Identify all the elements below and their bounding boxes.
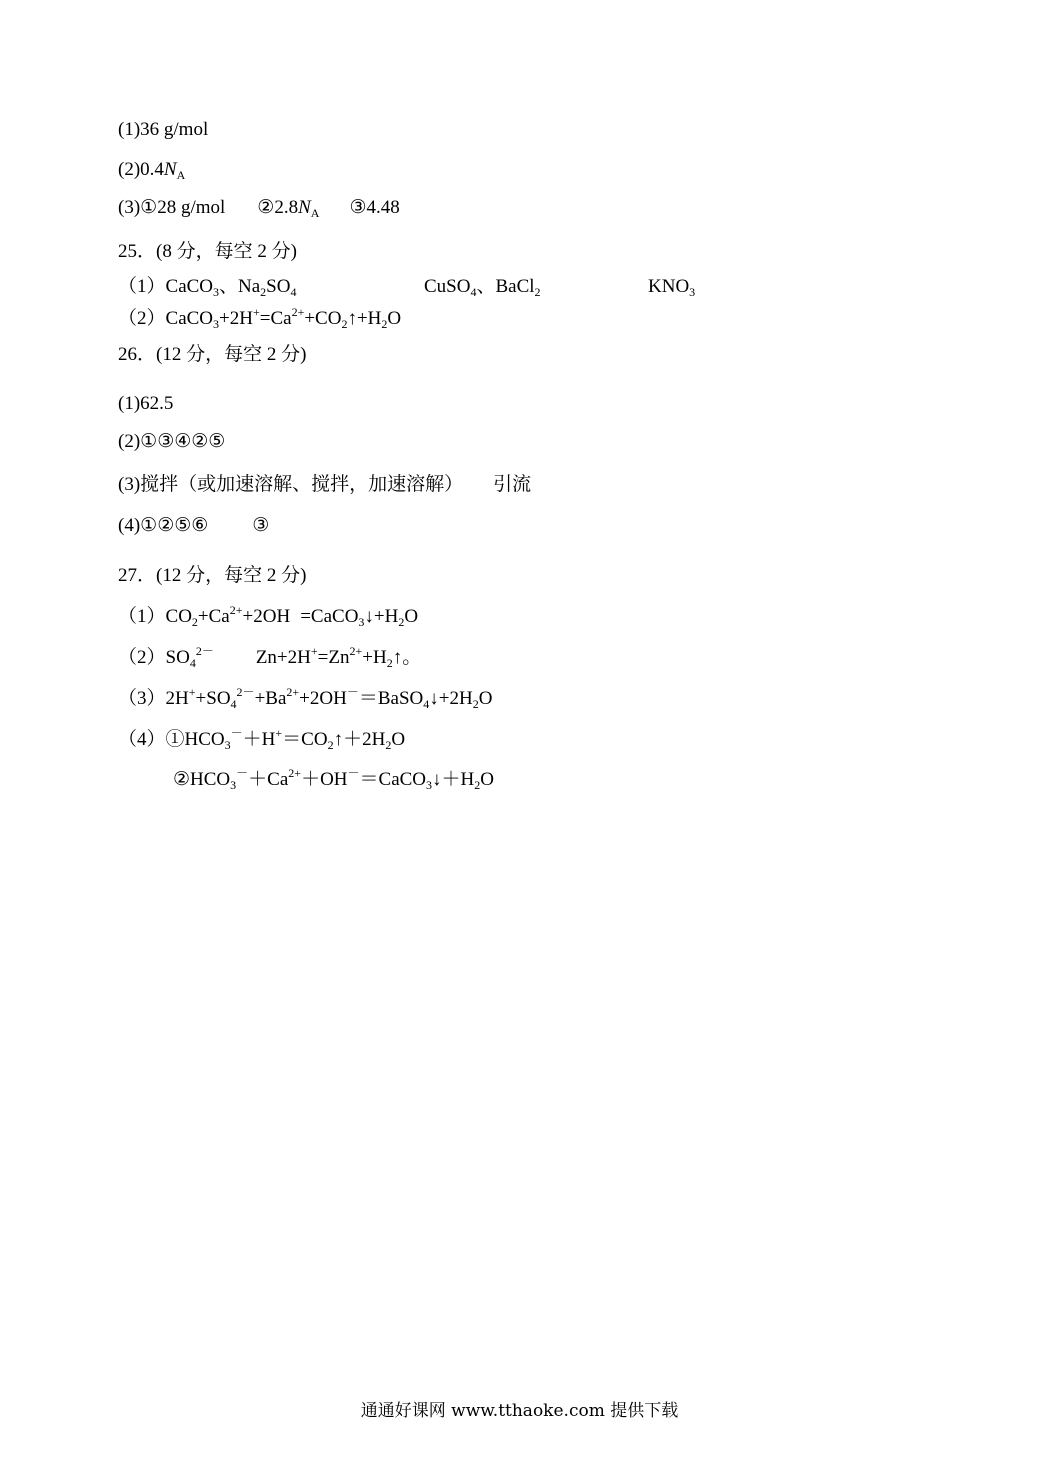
formula: O <box>404 606 419 627</box>
subscript: 4 <box>189 656 196 670</box>
formula: KNO <box>648 276 690 297</box>
subscript: 3 <box>213 285 220 299</box>
formula: O <box>480 769 495 790</box>
formula: ↑+H <box>347 308 382 329</box>
answer-25-1c <box>648 276 696 299</box>
formula: SO <box>266 276 291 297</box>
subscript: 3 <box>689 285 696 299</box>
question-25-heading <box>118 242 297 261</box>
answer-27-5 <box>173 766 495 792</box>
formula: ＝BaSO <box>358 688 424 709</box>
formula: +Ca <box>197 606 230 627</box>
superscript: + <box>188 685 196 699</box>
answer-27-2 <box>118 644 422 670</box>
formula: ↓＋H <box>432 769 475 790</box>
subscript: 3 <box>426 778 433 792</box>
formula: 、BaCl <box>476 276 535 297</box>
formula: ＋H <box>242 729 276 750</box>
formula: ＋OH <box>301 769 348 790</box>
answer-26-4 <box>118 516 269 535</box>
formula: Zn+2H <box>255 647 311 668</box>
formula: ＝CO <box>282 729 328 750</box>
label: （2） <box>118 308 166 329</box>
label: （4） <box>118 729 166 750</box>
formula: ↑。 <box>392 647 422 668</box>
answer-text: ③ <box>252 515 270 536</box>
subscript: 3 <box>358 615 365 629</box>
question-26-heading <box>118 345 306 364</box>
answer-text: (2)①③④②⑤ <box>118 431 226 452</box>
formula: ↑＋2H <box>333 729 386 750</box>
avogadro-symbol: N <box>163 159 177 180</box>
label: （3） <box>118 688 166 709</box>
formula: =Ca <box>259 308 292 329</box>
answer-text: ②2.8 <box>257 197 299 218</box>
superscript: 2+ <box>286 685 300 699</box>
formula: SO <box>165 647 190 668</box>
answer-25-1b <box>424 276 541 299</box>
formula: ①HCO <box>165 729 225 750</box>
formula: CO <box>165 606 192 627</box>
formula: +SO <box>195 688 231 709</box>
footer-text: 通通好课网 www.tthaoke.com 提供下载 <box>360 1401 679 1421</box>
subscript: 2 <box>385 738 392 752</box>
superscript: + <box>310 644 318 658</box>
subscript: 2 <box>341 317 348 331</box>
question-27-heading <box>118 566 306 585</box>
formula: +2H <box>219 308 253 329</box>
formula: =Zn <box>317 647 350 668</box>
answer-25-2 <box>118 305 402 331</box>
formula: +2OH <box>242 606 291 627</box>
formula: O <box>387 308 402 329</box>
superscript: 2－ <box>195 644 214 658</box>
formula: ②HCO <box>173 769 231 790</box>
formula: 2H <box>165 688 189 709</box>
answer-24-1 <box>118 120 208 139</box>
subscript: 2 <box>191 615 198 629</box>
formula: ↓+2H <box>429 688 473 709</box>
formula: +H <box>362 647 387 668</box>
subscript: 2 <box>534 285 541 299</box>
formula: ＝CaCO <box>359 769 427 790</box>
subscript: 2 <box>472 697 479 711</box>
label: （1） <box>118 606 166 627</box>
answer-25-1 <box>118 276 297 299</box>
answer-text: (4)①②⑤⑥ <box>118 515 209 536</box>
subscript: 4 <box>423 697 430 711</box>
formula: CaCO <box>165 276 214 297</box>
formula: +2OH <box>299 688 347 709</box>
page-footer <box>0 1396 1039 1421</box>
avogadro-symbol: N <box>298 197 311 218</box>
subscript: 4 <box>290 285 297 299</box>
subscript: 3 <box>213 317 220 331</box>
subscript: A <box>310 206 320 220</box>
superscript: + <box>275 726 283 740</box>
answer-text: ③4.48 <box>349 197 400 218</box>
formula: ＋Ca <box>248 769 289 790</box>
subscript: 2 <box>386 656 393 670</box>
formula: O <box>478 688 493 709</box>
subscript: 4 <box>230 697 237 711</box>
subscript: A <box>176 168 186 182</box>
subscript: 2 <box>260 285 267 299</box>
label: （1） <box>118 276 166 297</box>
answer-27-1 <box>118 603 419 629</box>
subscript: 3 <box>224 738 231 752</box>
superscript: 2+ <box>349 644 363 658</box>
answer-text: (1)36 g/mol <box>118 119 209 140</box>
formula: O <box>391 729 406 750</box>
answer-text: (1)62.5 <box>118 393 174 414</box>
heading-text: 26．(12 分，每空 2 分) <box>118 344 307 365</box>
heading-text: 25．(8 分，每空 2 分) <box>118 241 297 262</box>
superscript: 2+ <box>229 603 243 617</box>
label: （2） <box>118 647 166 668</box>
answer-26-1 <box>118 394 173 413</box>
answer-26-3 <box>118 475 531 494</box>
superscript: － <box>347 766 360 780</box>
answer-24-3 <box>118 197 400 220</box>
formula: CaCO <box>165 308 214 329</box>
answer-text: (3)①28 g/mol <box>118 197 226 218</box>
superscript: － <box>236 766 249 780</box>
formula: +Ba <box>254 688 287 709</box>
formula: =CaCO <box>300 606 359 627</box>
superscript: － <box>230 726 243 740</box>
subscript: 2 <box>474 778 481 792</box>
superscript: 2+ <box>288 766 302 780</box>
subscript: 3 <box>230 778 237 792</box>
formula: 、Na <box>219 276 261 297</box>
answer-26-2 <box>118 432 225 451</box>
formula: +CO <box>304 308 342 329</box>
superscript: + <box>252 305 260 319</box>
subscript: 2 <box>398 615 405 629</box>
superscript: 2－ <box>236 685 255 699</box>
superscript: － <box>346 685 359 699</box>
formula: ↓+H <box>364 606 399 627</box>
answer-text: 引流 <box>493 474 532 495</box>
answer-27-3 <box>118 685 493 711</box>
subscript: 2 <box>327 738 334 752</box>
formula: CuSO <box>424 276 471 297</box>
answer-text: (3)搅拌（或加速溶解、搅拌，加速溶解） <box>118 474 464 495</box>
superscript: 2+ <box>291 305 305 319</box>
answer-27-4 <box>118 726 406 752</box>
answer-24-2 <box>118 159 186 182</box>
subscript: 4 <box>470 285 477 299</box>
answer-text: (2)0.4 <box>118 159 164 180</box>
heading-text: 27．(12 分，每空 2 分) <box>118 565 307 586</box>
subscript: 2 <box>381 317 388 331</box>
